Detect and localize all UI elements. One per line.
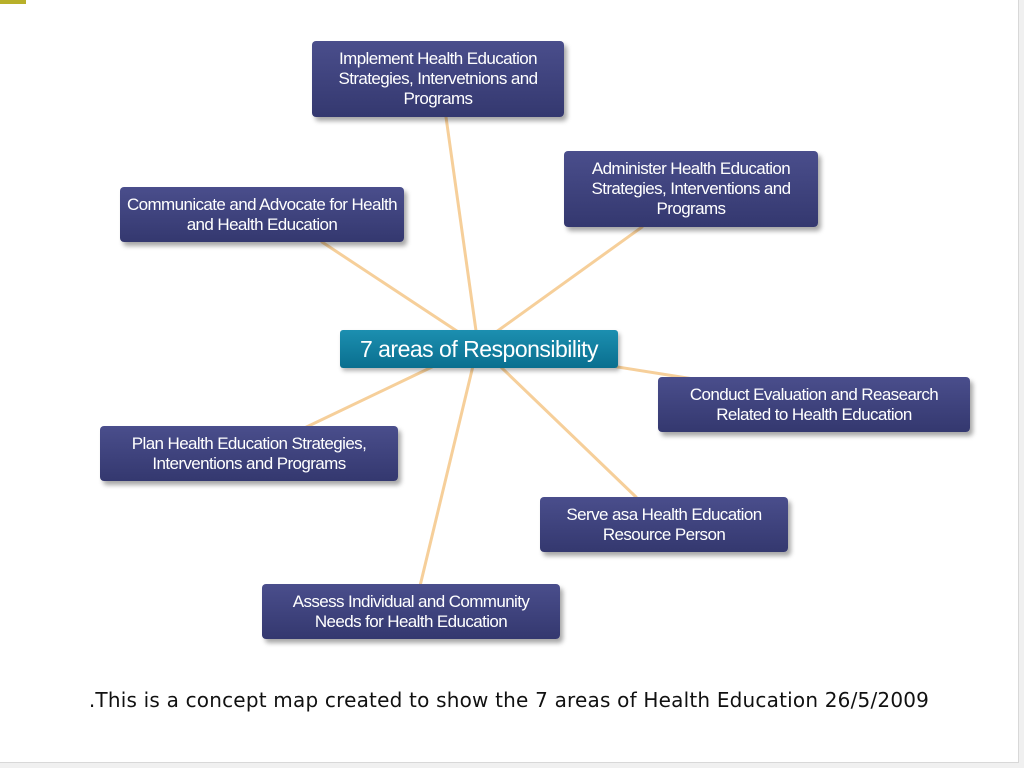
node-plan-label: Plan Health Education Strategies, Interventions and Programs: [131, 433, 367, 473]
caption-text: .This is a concept map created to show the 7 areas of Health Education 26/5/2009: [88, 688, 930, 712]
node-administer-label: Administer Health Education Strategies, Interventions and Programs: [591, 159, 791, 218]
center-node: [340, 330, 618, 368]
node-implement-label: Implement Health Education Strategies, Intervetnions and Programs: [338, 49, 538, 108]
connector-implement: [446, 117, 478, 345]
node-administer: [564, 151, 818, 227]
node-communicate: [120, 187, 404, 242]
node-assess: [262, 584, 560, 639]
connector-administer: [478, 227, 642, 345]
node-serve-label: Serve asa Health Education Resource Person: [566, 504, 762, 544]
center-node-label: 7 areas of Responsibility: [359, 335, 599, 362]
node-communicate-label: Communicate and Advocate for Health and Health Education: [126, 194, 398, 234]
node-conduct-label: Conduct Evaluation and Reasearch Related to Health Education: [689, 384, 939, 424]
node-assess-label: Assess Individual and Community Needs for Health Education: [292, 591, 530, 631]
connector-assess: [420, 345, 478, 586]
node-serve: [540, 497, 788, 552]
node-plan: [100, 426, 398, 481]
node-conduct: [658, 377, 970, 432]
node-implement: [312, 41, 564, 117]
